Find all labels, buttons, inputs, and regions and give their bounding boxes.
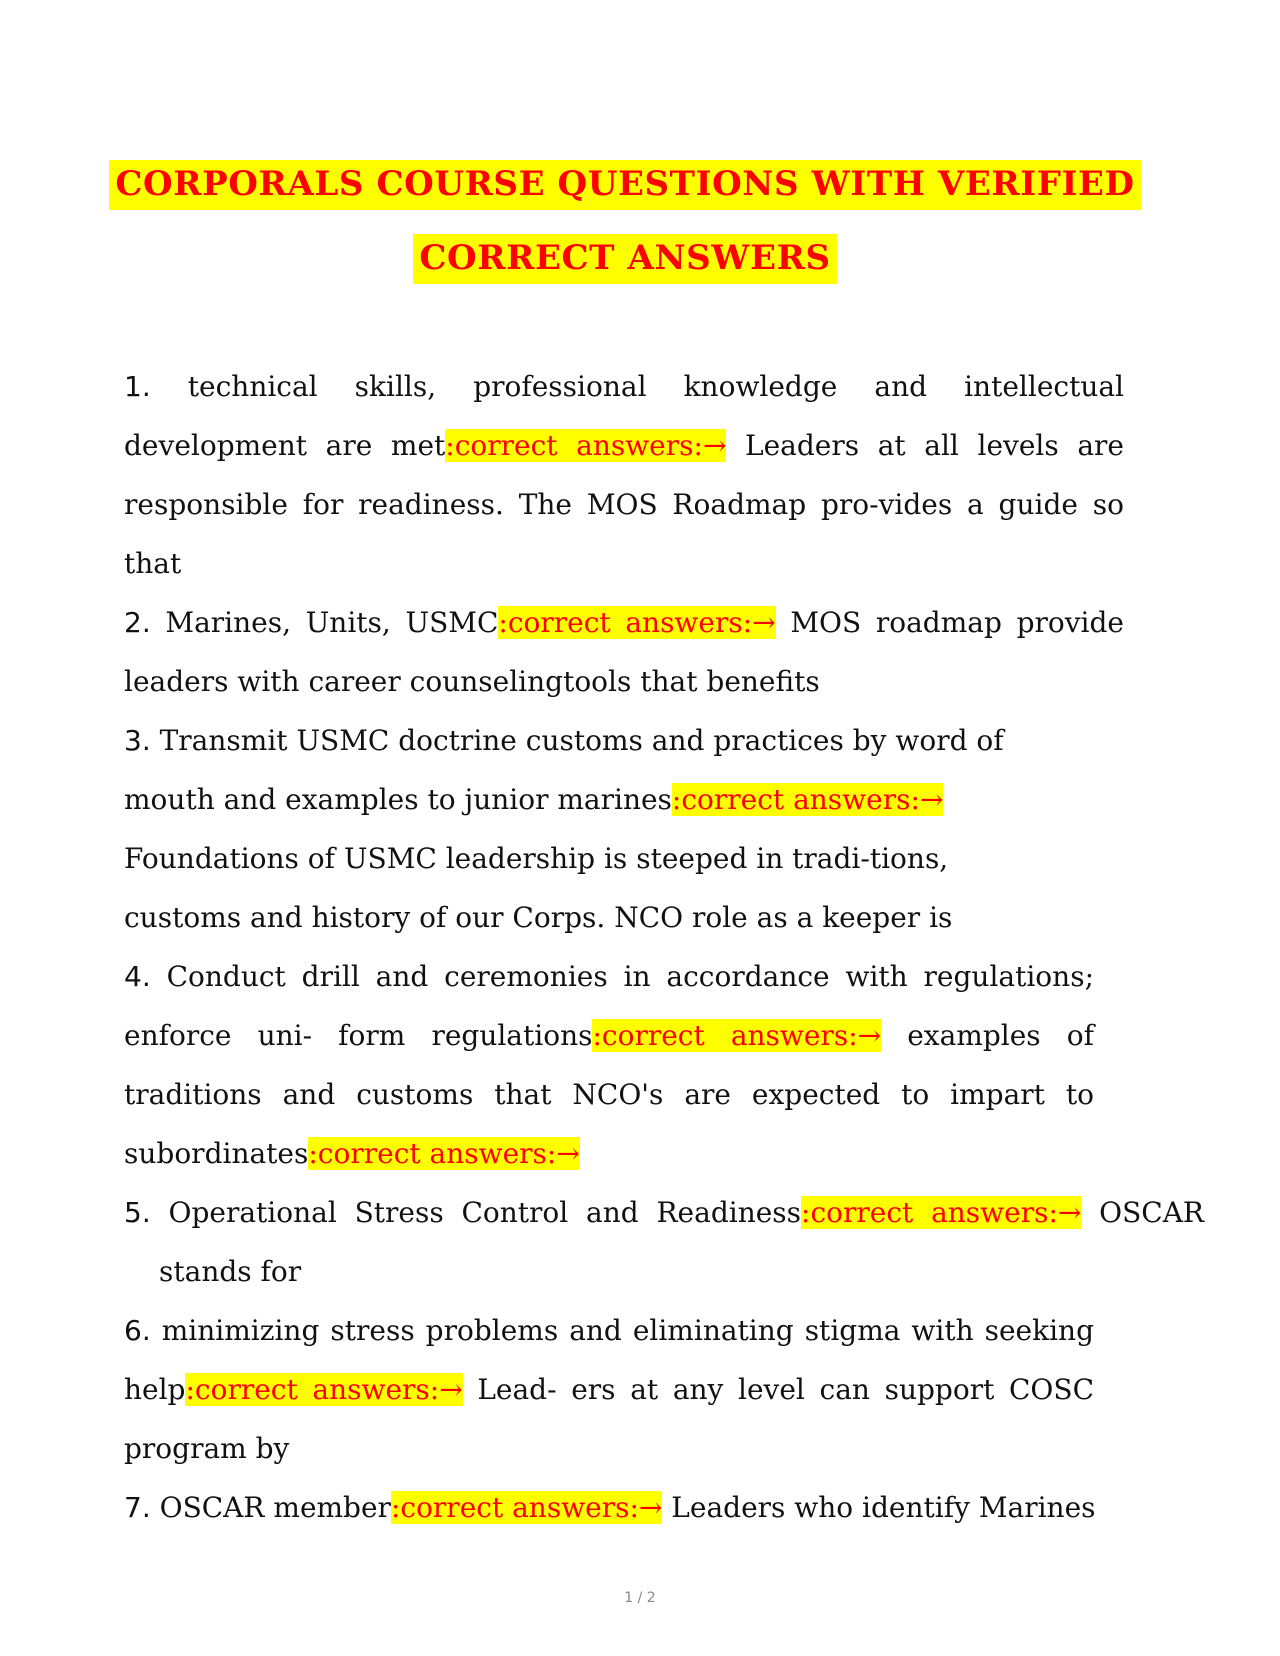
- question-text: Operational Stress Control and Readiness: [168, 1196, 802, 1229]
- item-number: 3.: [124, 724, 151, 757]
- answer-text: Lead- ers at any level can support COSC program by: [124, 1373, 1094, 1465]
- item-number: 7.: [124, 1491, 151, 1524]
- item-number: 2.: [124, 606, 151, 639]
- question-item-6: [124, 1301, 1094, 1478]
- answer-marker: :correct answers:→: [671, 783, 944, 816]
- question-item-4: [124, 947, 1094, 1183]
- answer-marker: :correct answers:→: [801, 1196, 1082, 1229]
- answer-text: Leaders at all levels are responsible for readiness. The MOS Roadmap pro-vides a guide so that: [124, 429, 1124, 580]
- page-number: 1 / 2: [624, 1590, 656, 1606]
- title-line-1: CORPORALS COURSE QUESTIONS WITH VERIFIED: [109, 160, 1140, 210]
- question-list: [124, 357, 1205, 1537]
- title-line-2: CORRECT ANSWERS: [413, 234, 836, 284]
- question-text: OSCAR member: [159, 1491, 391, 1524]
- question-text: technical skills, professional knowledge and intellectual development are met: [124, 370, 1125, 462]
- answer-marker: :correct answers:→: [592, 1019, 882, 1052]
- answer-text: Foundations of USMC leadership is steeped in tradi-tions, customs and history of our Corps. NCO role as a keeper is: [124, 842, 953, 934]
- item-number: 1.: [124, 370, 151, 403]
- item-number: 6.: [124, 1314, 151, 1347]
- answer-text: Leaders who identify Marines: [662, 1491, 1096, 1524]
- question-item-1: [124, 357, 1124, 593]
- answer-marker: :correct answers:→: [445, 429, 727, 462]
- question-item-5: [124, 1183, 1204, 1301]
- item-number: 4.: [124, 960, 151, 993]
- answer-text: MOS roadmap provide leaders with career counselingtools that benefits: [124, 606, 1124, 698]
- answer-marker: :correct answers:→: [390, 1491, 663, 1524]
- question-text: minimizing stress problems and eliminating stigma with seeking help: [124, 1314, 1095, 1406]
- question-item-3: [124, 711, 1064, 947]
- answer-marker: :correct answers:→: [498, 606, 776, 639]
- answer-marker: :correct answers:→: [185, 1373, 463, 1406]
- question-item-2: [124, 593, 1124, 711]
- answer-text: OSCAR stands for: [159, 1196, 1205, 1288]
- question-item-7: [124, 1478, 1124, 1537]
- question-text: Conduct drill and ceremonies in accordance with regulations; enforce uni- form regulations: [124, 960, 1094, 1052]
- answer-marker-trailing: :correct answers:→: [308, 1137, 580, 1170]
- answer-text: examples of traditions and customs that NCO's are expected to impart to subordinates: [124, 1019, 1094, 1170]
- document-title: [100, 160, 1150, 308]
- question-text: Transmit USMC doctrine customs and practices by word of mouth and examples to junior marines: [124, 724, 1004, 816]
- item-number: 5.: [124, 1196, 151, 1229]
- question-text: Marines, Units, USMC: [165, 606, 499, 639]
